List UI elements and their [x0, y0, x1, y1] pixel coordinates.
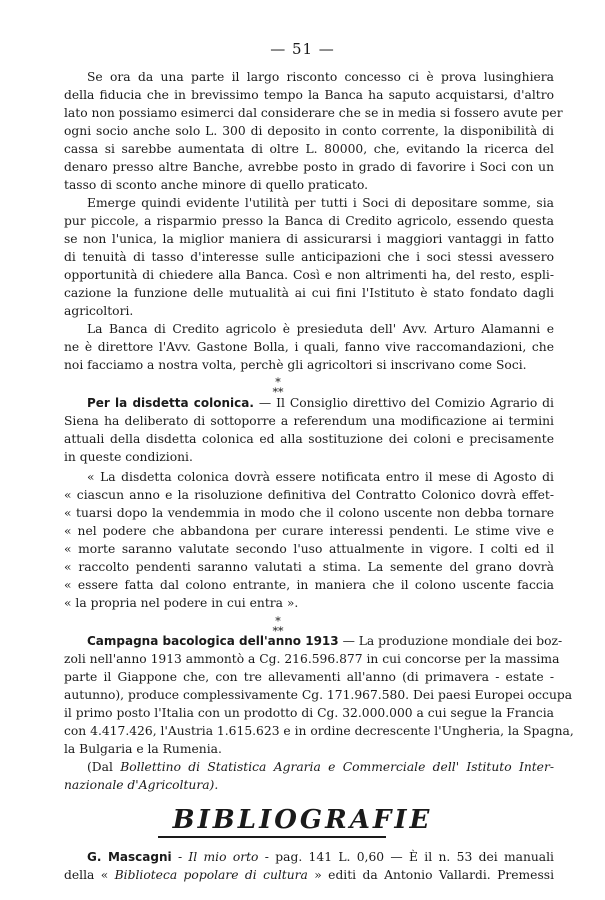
- text-line: Se ora da una parte il largo risconto concesso ci è prova lusinghiera: [87, 70, 554, 84]
- text-line: ogni socio anche solo L. 300 di deposito in conto corrente, la disponibilità di: [64, 124, 554, 138]
- source-line: nazionale d'Agricoltura).: [64, 778, 219, 792]
- quote-line: « essere fatta dal colono entrante, in maniera che il colono uscente faccia: [64, 578, 554, 592]
- quote-line: « raccolto pendenti saranno valutati a stima. La semente del grano dovrà: [64, 560, 554, 574]
- section-separator: ⁎ ⁎⁎: [272, 611, 284, 634]
- source-title: Bollettino di Statistica Agraria e Commerciale dell' Istituto Inter-: [120, 760, 554, 774]
- bibliography-entry-line: [87, 848, 554, 866]
- section-title: Campagna bacologica dell'anno 1913: [87, 634, 339, 648]
- text-line: ne è direttore l'Avv. Gastone Bolla, i quali, fanno vive raccomandazioni, che: [64, 340, 554, 354]
- text-line: cazione la funzione delle mutualità ai cui fini l'Istituto è stato fondato dagli: [64, 286, 554, 300]
- quote-line: « nel podere che abbandona per curare interessi pendenti. Le stime vive e: [64, 524, 554, 538]
- book-title: Il mio orto: [188, 850, 259, 864]
- heading-underline: [158, 836, 386, 838]
- section-title: Per la disdetta colonica.: [87, 396, 254, 410]
- text-line: lato non possiamo esimerci dal considerare che se in media si fossero avute per: [64, 106, 563, 120]
- quote-line: « La disdetta colonica dovrà essere notificata entro il mese di Agosto di: [87, 470, 554, 484]
- text-line: in queste condizioni.: [64, 450, 193, 464]
- text-span: - pag. 141 L. 0,60 — È il n. 53 dei manuali: [258, 850, 554, 864]
- text-line: parte il Giappone che, con tre allevamenti all'anno (di primavera - estate -: [64, 670, 554, 684]
- text-line: zoli nell'anno 1913 ammontò a Cg. 216.596.877 in cui concorse per la massima: [64, 652, 560, 666]
- text-line: attuali della disdetta colonica ed alla sostituzione dei coloni e precisamente: [64, 432, 554, 446]
- text-line: cassa si sarebbe aumentata di oltre L. 80000, che, evitando la ricerca del: [64, 142, 554, 156]
- text-line: autunno), produce complessivamente Cg. 171.967.580. Dei paesi Europei occupa: [64, 688, 573, 702]
- text-line: agricoltori.: [64, 304, 134, 318]
- quote-line: « tuarsi dopo la vendemmia in modo che il colono uscente non debba tornare: [64, 506, 554, 520]
- text-span: — La produzione mondiale dei boz-: [342, 634, 563, 648]
- text-line: tasso di sconto anche minore di quello praticato.: [64, 178, 369, 192]
- text-line: denaro presso altre Banche, avrebbe posto in grado di favorire i Soci con un: [64, 160, 554, 174]
- text-span: — Il Consiglio direttivo del Comizio Agrario di: [258, 396, 554, 410]
- quote-line: « la propria nel podere in cui entra ».: [64, 596, 299, 610]
- text-span: della «: [64, 868, 115, 882]
- quote-line: « morte saranno valutate secondo l'uso attualmente in vigore. I colti ed il: [64, 542, 554, 556]
- text-line: Siena ha deliberato di sottoporre a referendum una modificazione ai termini: [64, 414, 554, 428]
- text-span: -: [171, 850, 189, 864]
- text-line: se non l'unica, la miglior maniera di assicurarsi i maggiori vantaggi in fatto: [64, 232, 554, 246]
- text-line: opportunità di chiedere alla Banca. Così e non altrimenti ha, del resto, espli-: [64, 268, 554, 282]
- text-line: della fiducia che in brevissimo tempo la Banca ha saputo acquistarsi, d'altro: [64, 88, 554, 102]
- author-name: G. Mascagni: [87, 850, 172, 864]
- quote-line: « ciascun anno e la risoluzione definitiva del Contratto Colonico dovrà effet-: [64, 488, 554, 502]
- text-line: La Banca di Credito agricolo è presieduta dell' Avv. Arturo Alamanni e: [87, 322, 554, 336]
- section-separator: ⁎ ⁎⁎: [272, 372, 284, 395]
- text-line: di tenuità di tasso d'interesse sulle anticipazioni che i soci stessi avessero: [64, 250, 554, 264]
- text-line: noi facciamo a nostra volta, perchè gli agricoltori si inscrivano come Soci.: [64, 358, 527, 372]
- page-number: — 51 —: [270, 40, 335, 58]
- section-heading: BIBLIOGRAFIE: [172, 805, 433, 835]
- bibliography-entry-line: [64, 866, 554, 884]
- text-line: pur piccole, a risparmio presso la Banca di Credito agricolo, essendo questa: [64, 214, 554, 228]
- source-line: [87, 758, 554, 776]
- text-line: la Bulgaria e la Rumenia.: [64, 742, 222, 756]
- text-span: (Dal: [87, 760, 121, 774]
- text-span: » editi da Antonio Vallardi. Premessi: [307, 868, 555, 882]
- text-line: Emerge quindi evidente l'utilità per tutti i Soci di depositare somme, sia: [87, 196, 554, 210]
- text-line: con 4.417.426, l'Austria 1.615.623 e in ordine decrescente l'Ungheria, la Spagna,: [64, 724, 574, 738]
- text-line: il primo posto l'Italia con un prodotto di Cg. 32.000.000 a cui segue la Francia: [64, 706, 554, 720]
- series-title: Biblioteca popolare di cultura: [114, 868, 308, 882]
